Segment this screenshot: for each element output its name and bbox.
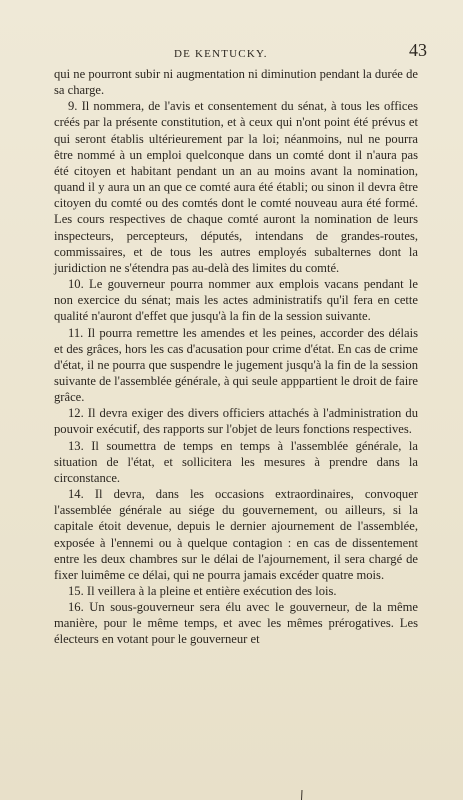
- article-9: 9. Il nommera, de l'avis et consentement du sénat, à tous les offices créés par la présente constitution, et à ceux qui n'ont point été prévus et qui seront établis ultérieurement par la loi; néanmoins, nul ne pourra être nommé à un emploi quelconque dans un comté dont il n'aura pas été citoyen et habitant pendant un an au moins avant la nomination, quand il y aura un an que ce comté aura été établi; ou sinon il devra être citoyen du comté ou des comtés dont le comté nouveau aura été formé. Les cours respectives de chaque comté auront la nomination de leurs inspecteurs, percepteurs, députés, intendans de grandes-routes, commissaires, et de tous les autres employés subalternes dont la juridiction ne s'étendra pas au-delà des limites du comté.: [54, 99, 418, 275]
- article-14: 14. Il devra, dans les occasions extraordinaires, convoquer l'assemblée générale au siége du gouvernement, ou ailleurs, si la capitale étoit devenue, depuis le dernier ajournement de l'assemblée, exposée à l'ennemi ou à quelque contagion : en cas de dissentement entre les deux chambres sur le délai de l'ajournement, il sera chargé de fixer luimême ce délai, qui ne pourra jamais excéder quatre mois.: [54, 487, 418, 582]
- article-16: 16. Un sous-gouverneur sera élu avec le gouverneur, de la même manière, pour le même temps, et avec les mêmes prérogatives. Les électeurs en votant pour le gouverneur et: [54, 600, 418, 647]
- article-12: 12. Il devra exiger des divers officiers attachés à l'administration du pouvoir exécutif, des rapports sur l'objet de leurs fonctions respectives.: [54, 406, 418, 437]
- page-header: [54, 40, 427, 64]
- article-11: 11. Il pourra remettre les amendes et les peines, accorder des délais et des grâces, hors les cas d'acusation pour crime d'état. En cas de crime d'état, il ne pourra que suspendre le jugement jusqu'à la fin de la session suivante de l'assemblée générale, à qui seule apppartient le droit de faire grâce.: [54, 325, 418, 405]
- article-10: 10. Le gouverneur pourra nommer aux emplois vacans pendant le non exercice du sénat; mais les actes administratifs qu'il fera en cette qualité n'auront d'effet que jusqu'à la fin de la session suivante.: [54, 277, 418, 324]
- paragraph-continuation: qui ne pourront subir ni augmentation ni diminution pendant la durée de sa charge.: [54, 67, 418, 98]
- running-head: DE KENTUCKY.: [174, 48, 268, 60]
- page-number: 43: [409, 40, 427, 60]
- article-15: 15. Il veillera à la pleine et entière exécution des lois.: [68, 584, 337, 598]
- ink-mark: [301, 790, 303, 800]
- article-13: 13. Il soumettra de temps en temps à l'assemblée générale, la situation de l'état, et sollicitera les mesures à prendre dans la circonstance.: [54, 438, 418, 485]
- body-text: [54, 66, 418, 648]
